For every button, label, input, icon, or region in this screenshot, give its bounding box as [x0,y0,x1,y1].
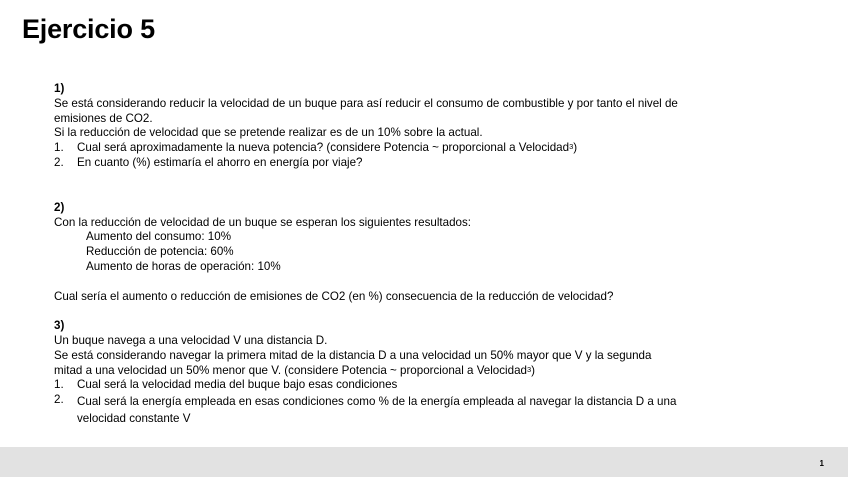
line-text: mitad a una velocidad un 50% menor que V. (considere Potencia ~ proporcional a Velocidad [54,363,527,377]
question-1-line-1: Se está considerando reducir la velocidad de un buque para así reducir el consumo de combustible y por tanto el nivel de [54,96,678,110]
question-2-intro: Con la reducción de velocidad de un buque se esperan los siguientes resultados: [54,215,472,229]
list-text [77,141,577,154]
list-text-main: Cual será aproximadamente la nueva potencia? (considere Potencia ~ proporcional a Velocidad [77,141,570,155]
question-2-question: Cual sería el aumento o reducción de emisiones de CO2 (en %) consecuencia de la reducción de velocidad? [54,289,614,303]
superscript: 3 [569,142,574,152]
question-3-number: 3) [54,319,65,333]
list-text-suffix: ) [573,141,578,155]
question-3-line-2: Se está considerando navegar la primera mitad de la distancia D a una velocidad un 50% mayor que V y la segunda [54,348,652,362]
slide-title: Ejercicio 5 [22,14,155,44]
result-item: Reducción de potencia: 60% [86,245,234,259]
list-number: 2. [54,393,64,407]
question-1-number: 1) [54,82,65,95]
list-number: 1. [54,378,64,392]
question-3-item-2 [54,393,717,427]
list-number: 1. [54,141,64,155]
result-item: Aumento de horas de operación: 10% [86,259,281,273]
question-3-item-1 [54,378,754,393]
page-number: 1 [819,459,824,468]
result-item: Aumento del consumo: 10% [86,230,232,244]
question-1-item-2 [54,156,754,171]
list-text: Cual será la velocidad media del buque bajo esas condiciones [77,378,398,392]
superscript: 3 [526,364,532,374]
line-suffix: ) [531,363,536,377]
slide-footer [0,447,848,477]
question-1-line-3: Si la reducción de velocidad que se pretende realizar es de un 10% sobre la actual. [54,126,483,140]
question-2-number: 2) [54,200,65,214]
question-3-line-3 [54,364,754,379]
list-number: 2. [54,155,64,169]
question-1-item-1 [54,141,754,156]
list-text: Cual será la energía empleada en esas condiciones como % de la energía empleada al navegar la distancia D a una velocidad constante V [77,395,677,426]
question-3-line-1: Un buque navega a una velocidad V una distancia D. [54,333,328,347]
question-1-line-2: emisiones de CO2. [54,111,153,125]
exercise-content [54,82,754,427]
list-text: En cuanto (%) estimaría el ahorro en energía por viaje? [77,155,363,169]
